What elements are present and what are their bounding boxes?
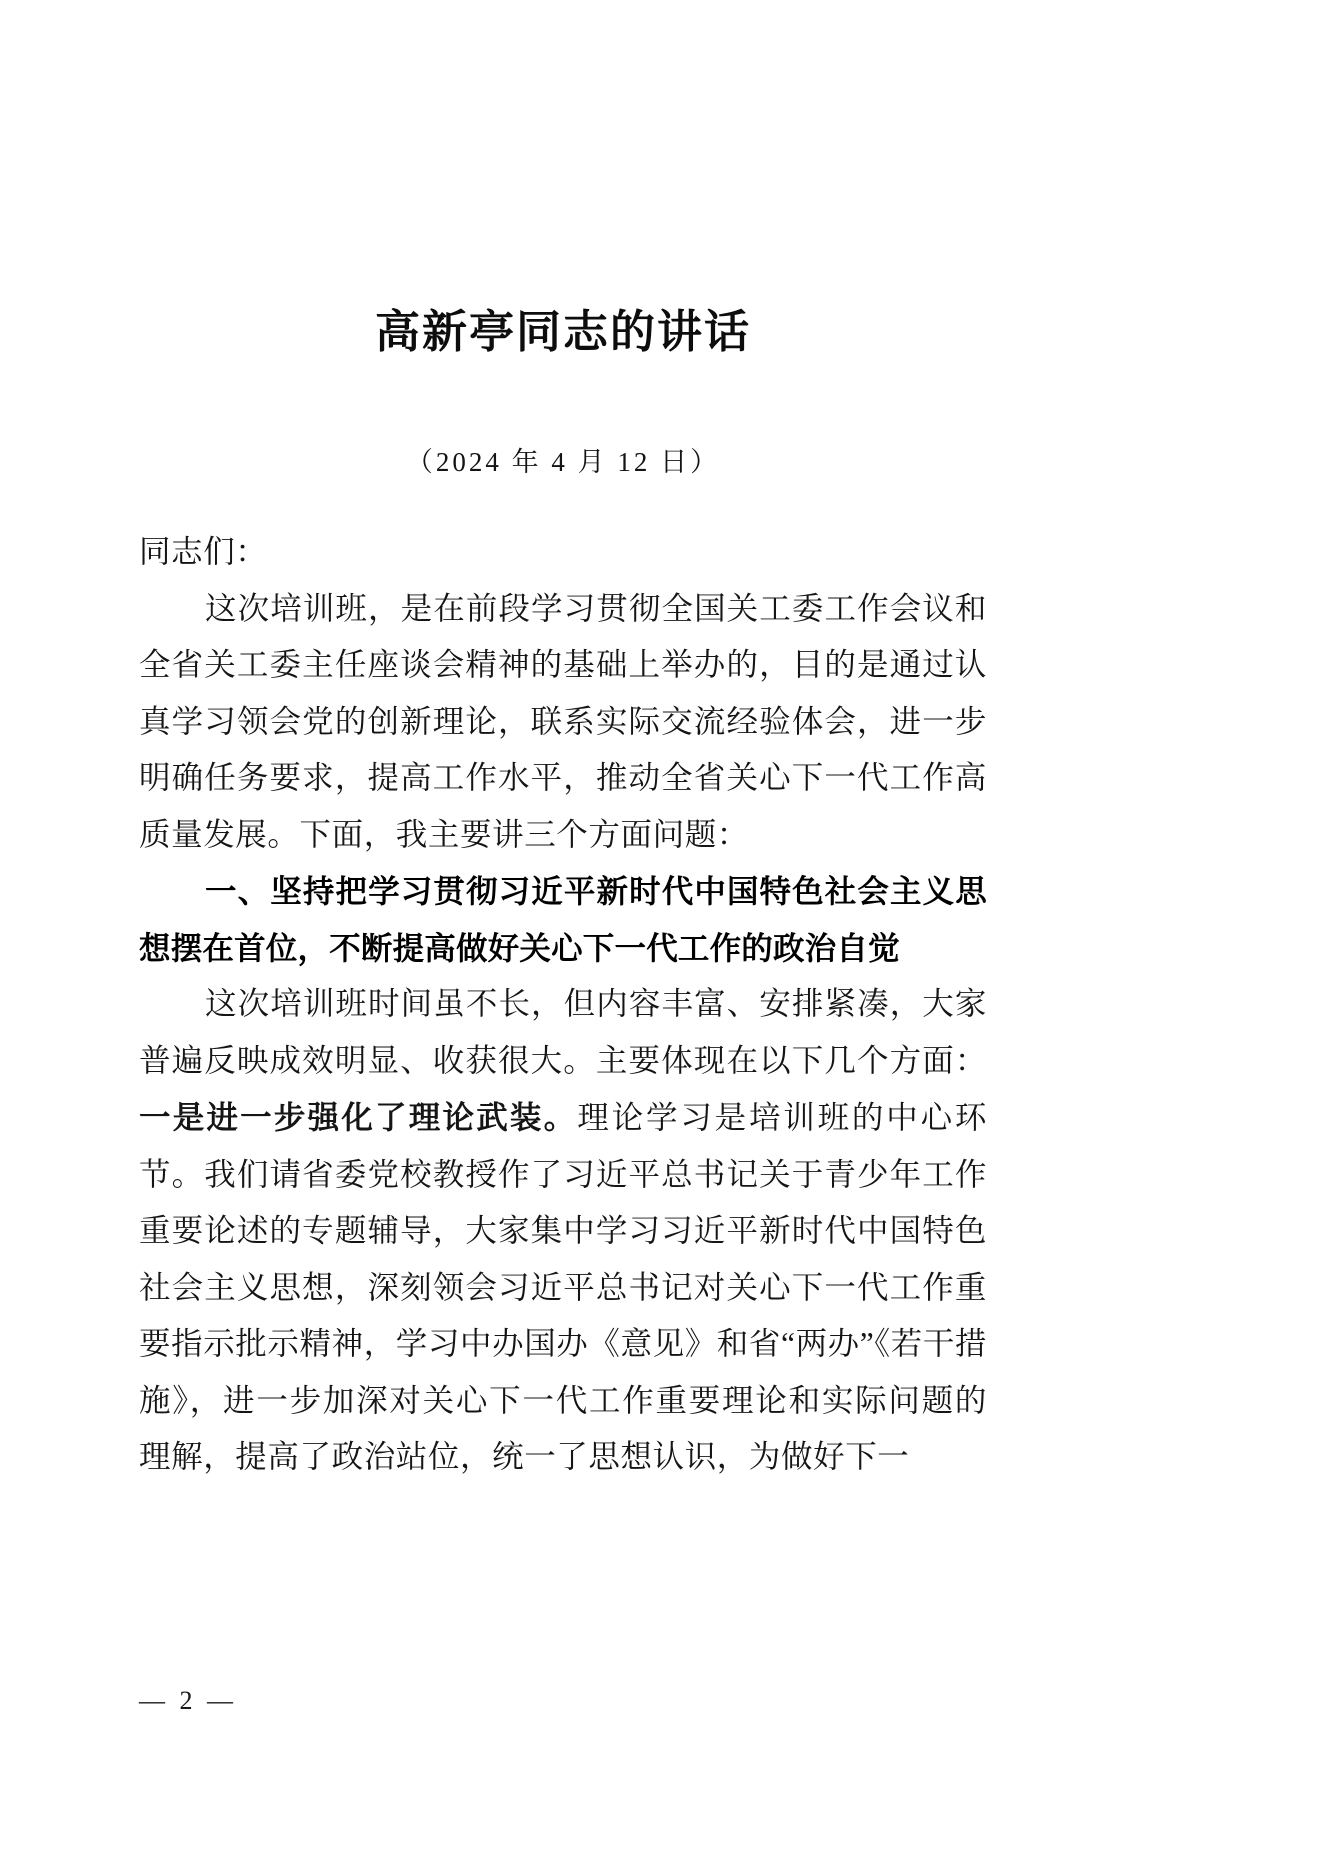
paragraph-bold-run: 一是进一步强化了理论武装。	[139, 1099, 578, 1135]
document-body	[139, 524, 987, 1486]
salutation: 同志们：	[139, 534, 268, 569]
page-title: 高新亭同志的讲话	[374, 307, 751, 357]
paragraph-intro: 这次培训班，是在前段学习贯彻全国关工委工作会议和全省关工委主任座谈会精神的基础上举办的，目的是通过认真学习领会党的创新理论，联系实际交流经验体会，进一步明确任务要求，提高工作水平，推动全省关心下一代工作高质量发展。下面，我主要讲三个方面问题：	[139, 590, 987, 852]
paragraph-text-after-bold: 理论学习是培训班的中心环节。我们请省委党校教授作了习近平总书记关于青少年工作重要论述的专题辅导，大家集中学习习近平新时代中国特色社会主义思想，深刻领会习近平总书记对关心下一代工作重要指示批示精神，学习中办国办《意见》和省“两办”《若干措施》，进一步加深对关心下一代工作重要理论和实际问题的理解，提高了政治站位，统一了思想认识，为做好下一	[139, 1100, 988, 1474]
paragraph-section-one-body	[139, 976, 987, 1486]
section-heading-one: 一、坚持把学习贯彻习近平新时代中国特色社会主义思想摆在首位，不断提高做好关心下一代工作的政治自觉	[139, 873, 987, 966]
page-number: — 2 —	[139, 1686, 237, 1715]
paragraph-text-before-bold: 这次培训班时间虽不长，但内容丰富、安排紧凑，大家普遍反映成效明显、收获很大。主要体现在以下几个方面：	[139, 986, 987, 1078]
document-date-line: （2024 年 4 月 12 日）	[405, 447, 721, 477]
